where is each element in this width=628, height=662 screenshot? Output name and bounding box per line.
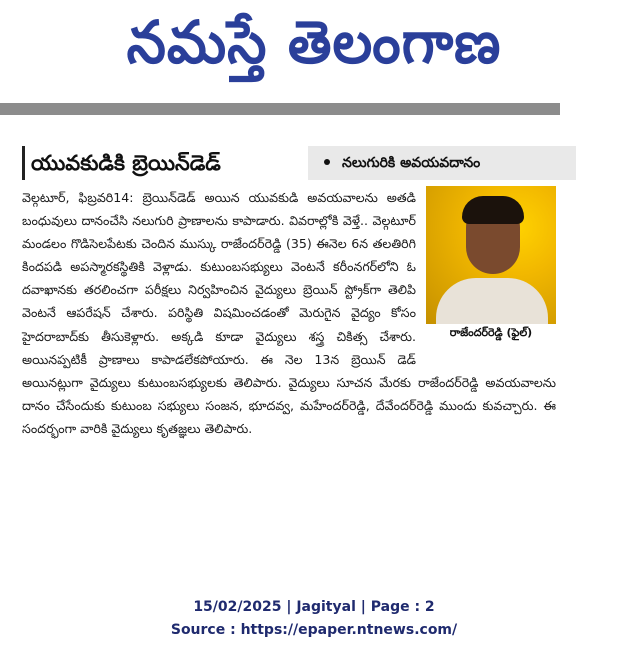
masthead-divider (0, 103, 560, 115)
portrait-image (426, 186, 556, 324)
edition-line: 15/02/2025 | Jagityal | Page : 2 (193, 599, 435, 615)
masthead (0, 0, 628, 100)
article-headline: యువకుడికి బ్రెయిన్‌డెడ్ (22, 146, 235, 180)
portrait-shirt (436, 278, 548, 324)
photo-caption: రాజేందర్‌రెడ్డి (ఫైల్) (449, 326, 533, 339)
source-line: Source : https://epaper.ntnews.com/ (170, 622, 458, 638)
article-body: వెల్గటూర్, ఫిబ్రవరి14: బ్రెయిన్‌డెడ్ అయిన యువకుడి అవయవాలను అతడి బంధువులు దానంచేసి నలుగురి ప్రాణాలను కాపాడారు. వివరాల్లోకి వెళ్తే.. వెల్గటూర్ మండలం గొడిసెలపేటకు చెందిన ముస్కు రాజేందర్‌రెడ్డి (35) ఈనెల 6న తలతిరిగి కిందపడి అపస్మారకస్థితికి వెళ్లాడు. కుటుంబసభ్యులు వెంటనే కరీంనగర్‌లోని ఓ దవాఖానకు తరలించగా పరీక్షలు నిర్వహించిన వైద్యులు బ్రెయిన్ స్ట్రోక్‌గా తెలిపి వెంటనే ఆపరేషన్ చేశారు. పరిస్థితి విషమించడంతో మెరుగైన వైద్యం కోసం హైదరాబాద్‌కు తీసుకెళ్లారు. అక్కడి కూడా వైద్యులు శస్త్ర చికిత్స చేశారు. అయినప్పటికీ ప్రాణాలు కాపాడలేకపోయారు. ఈ నెల 13న బ్రెయిన్ డెడ్ అయినట్లుగా వైద్యులు కుటుంబసభ్యులకు తెలిపారు. వైద్యులు సూచన మేరకు రాజేందర్‌రెడ్డి అవయవాలను దానం చేసేందుకు కుటుంబ సభ్యులు సంజన, భూదవ్వ, మహేందర్‌రెడ్డి, దేవేందర్‌రెడ్డి ముందు కువచ్చారు. ఈ సందర్భంగా వారికి వైద్యులు కృతజ్ఞలు తెలిపారు. (22, 190, 556, 436)
page-footer (0, 596, 628, 642)
subhead-text: నలుగురికి అవయవదానం (342, 155, 481, 171)
article-story (22, 186, 556, 576)
article-photo (426, 186, 556, 346)
article-subhead (308, 146, 576, 180)
portrait-hair (462, 196, 524, 224)
newspaper-logo: నమస్తే తెలంగాణ (126, 8, 502, 77)
bullet-icon (324, 159, 330, 165)
headline-bar (22, 146, 556, 180)
